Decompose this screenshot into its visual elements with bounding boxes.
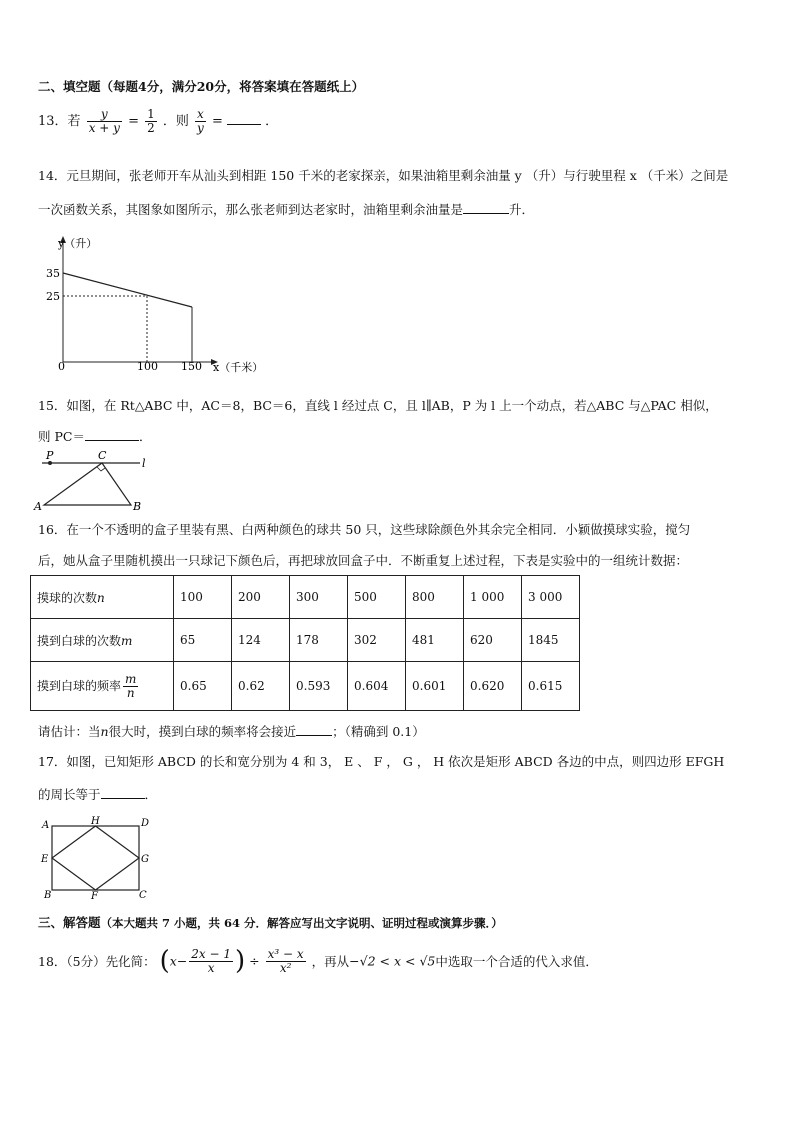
- table-row: [31, 576, 580, 619]
- right-angle-mark: [97, 467, 105, 471]
- y-tick-25: 25: [46, 290, 60, 303]
- q14-line-2: 一次函数关系，其图象如图所示，那么张老师到达老家时，油箱里剩余油量是 升．: [38, 202, 535, 217]
- q18-fraction-2: $\frac{\text{x³ − x}}{\text{x²}}$: [267, 946, 304, 975]
- q14-function-graph: [30, 232, 270, 374]
- table-cell: 620: [464, 619, 522, 662]
- label-g: G: [141, 854, 149, 865]
- table-cell: 500: [348, 576, 406, 619]
- x-tick-100: 100: [137, 360, 158, 373]
- table-cell: 300: [290, 576, 348, 619]
- label-p: P: [46, 449, 54, 462]
- q14-answer-blank[interactable]: [463, 213, 509, 214]
- q14-line-1: 14．元旦期间，张老师开车从汕头到相距 150 千米的老家探亲，如果油箱里剩余油量 y （升）与行驶里程 x （千米）之间是: [38, 168, 729, 183]
- table-cell: 1 000: [464, 576, 522, 619]
- label-a: A: [34, 500, 42, 513]
- q17-rectangle-figure: [36, 814, 156, 900]
- triangle-abc: [44, 463, 131, 505]
- label-c: C: [98, 449, 107, 462]
- table-cell: 1845: [522, 619, 580, 662]
- origin-label: 0: [58, 360, 65, 373]
- q13-fraction-b: $\frac{1}{2}$: [147, 107, 155, 135]
- row-header: 摸到白球的次数m: [31, 619, 174, 662]
- table-cell: 481: [406, 619, 464, 662]
- q17-answer-blank[interactable]: [101, 798, 145, 799]
- x-axis-label: x（千米）: [213, 361, 264, 374]
- q17-line-1: 17．如图，已知矩形 ABCD 的长和宽分别为 4 和 3， E 、 F ， G ， H 依次是矩形 ABCD 各边的中点，则四边形 EFGH: [38, 754, 725, 769]
- section-2-heading: 二、填空题（每题4分，满分20分，将答案填在答题纸上）: [38, 79, 365, 94]
- q16-stats-table: [30, 575, 580, 711]
- table-cell: 0.615: [522, 662, 580, 711]
- label-h: H: [91, 816, 100, 827]
- q13-answer-blank[interactable]: [227, 124, 261, 125]
- rectangle-abcd: [52, 826, 139, 890]
- graph-line: [63, 273, 192, 307]
- label-c: C: [139, 890, 147, 900]
- table-cell: 178: [290, 619, 348, 662]
- q15-answer-blank[interactable]: [85, 440, 139, 441]
- q17-line-2: 的周长等于 ．: [38, 787, 158, 802]
- y-axis-label: y（升）: [58, 237, 98, 250]
- q15-triangle-figure: [30, 447, 170, 513]
- table-cell: 0.62: [232, 662, 290, 711]
- rhombus-efgh: [52, 826, 139, 890]
- q13-label: 13．若: [38, 114, 81, 129]
- table-cell: 65: [174, 619, 232, 662]
- table-cell: 0.65: [174, 662, 232, 711]
- table-cell: 124: [232, 619, 290, 662]
- table-cell: 302: [348, 619, 406, 662]
- question-18: 18．（5分）先化简： (x− $\frac{2x - 1}{x}$ ) ÷ $\frac{\text{x³ − x}}{\text{x²}}$ ，再从−√2 < x < √5中选取一个合适的代入求值．: [38, 946, 598, 976]
- q15-line-1: 15．如图，在 Rt△ABC 中，AC＝8，BC＝6，直线 l 经过点 C，且 l∥AB，P 为 l 上一个动点，若△ABC 与△PAC 相似，: [38, 398, 718, 413]
- row-header: 摸到白球的频率 $\frac{m}{n}$: [31, 662, 174, 711]
- table-cell: 800: [406, 576, 464, 619]
- table-cell: 100: [174, 576, 232, 619]
- label-b: B: [44, 890, 52, 900]
- table-cell: 3 000: [522, 576, 580, 619]
- q16-line-2: 后，她从盒子里随机摸出一只球记下颜色后，再把球放回盒子中．不断重复上述过程，下表是实验中的一组统计数据：: [38, 553, 689, 568]
- label-b: B: [133, 500, 142, 513]
- label-e: E: [41, 854, 49, 865]
- table-row: [31, 662, 580, 711]
- table-cell: 0.604: [348, 662, 406, 711]
- table-cell: 200: [232, 576, 290, 619]
- q16-answer-blank[interactable]: [296, 735, 332, 736]
- label-f: F: [91, 891, 98, 900]
- table-cell: 0.593: [290, 662, 348, 711]
- question-13: 13．若 $\frac{y}{x + y}$ = $\frac{1}{2}$ ．则 $\frac{x}{y}$ = ．: [38, 107, 279, 135]
- row-header: 摸球的次数n: [31, 576, 174, 619]
- y-tick-35: 35: [46, 267, 60, 280]
- label-d: D: [141, 818, 150, 829]
- x-tick-150: 150: [181, 360, 202, 373]
- q13-fraction-c: $\frac{x}{y}$: [197, 107, 204, 135]
- q15-line-2: 则 PC＝ ．: [38, 429, 152, 444]
- q16-line-1: 16．在一个不透明的盒子里装有黑、白两种颜色的球共 50 只，这些球除颜色外其余完全相同．小颖做摸球实验，搅匀: [38, 522, 691, 537]
- table-cell: 0.601: [406, 662, 464, 711]
- q13-fraction-a: $\frac{y}{x + y}$: [88, 107, 120, 135]
- q18-fraction-1: $\frac{2x - 1}{x}$: [191, 946, 232, 975]
- label-l: l: [142, 457, 146, 470]
- table-row: [31, 619, 580, 662]
- section-3-heading: 三、解答题（本大题共 7 小题，共 64 分．解答应写出文字说明、证明过程或演算步骤．）: [38, 915, 503, 930]
- q16-estimate: 请估计：当n很大时，摸到白球的频率将会接近 ；（精确到 0.1）: [38, 724, 425, 739]
- table-cell: 0.620: [464, 662, 522, 711]
- label-a: A: [42, 820, 50, 831]
